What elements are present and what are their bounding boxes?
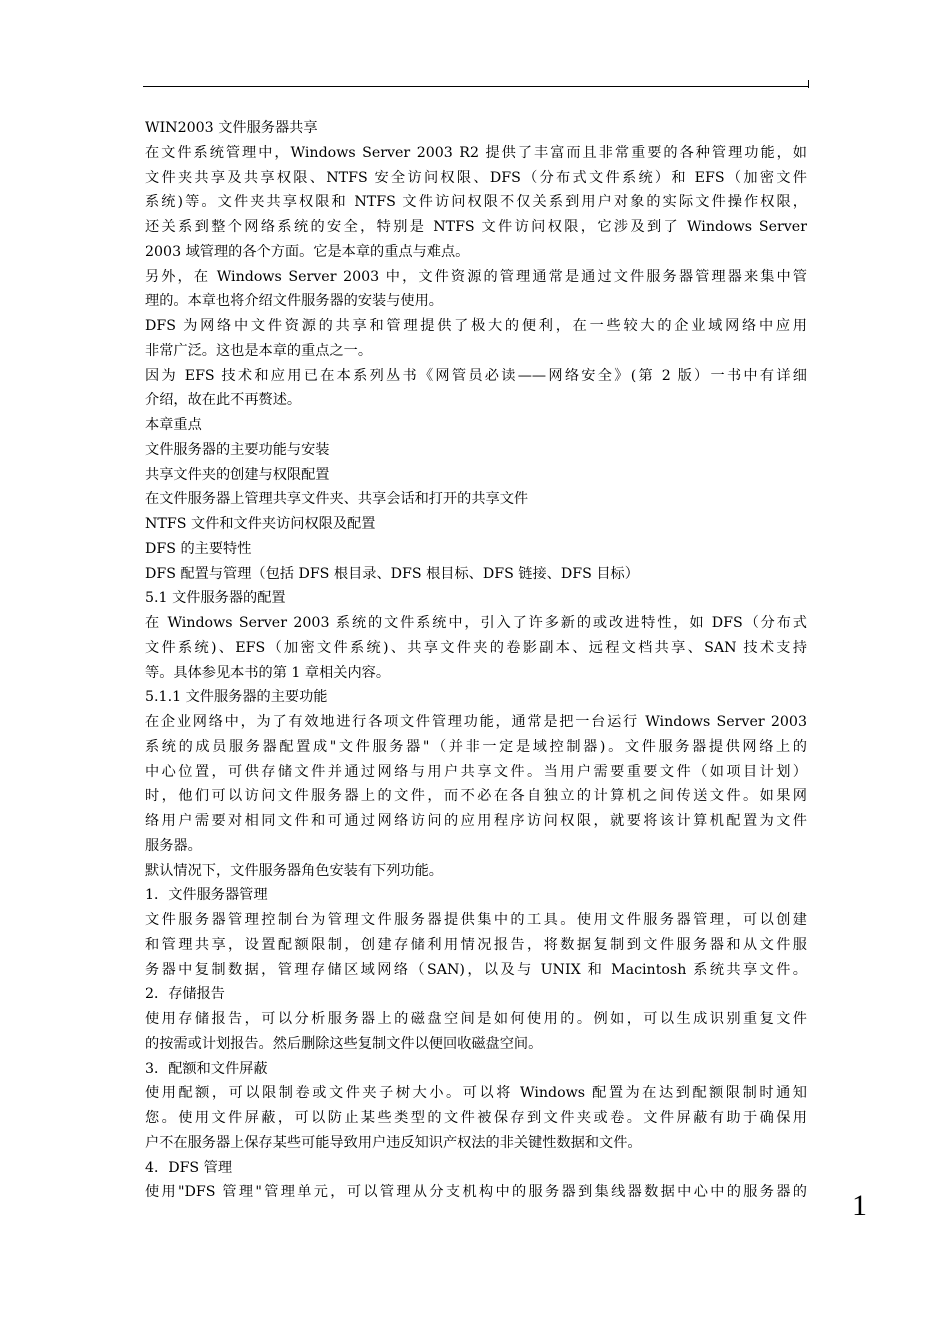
text-line: 2．存储报告 [145,986,225,1003]
text-line: 3．配额和文件屏蔽 [145,1060,268,1077]
text-line: 在文件服务器上管理共享文件夹、共享会话和打开的共享文件 [145,491,529,508]
text-line: 在企业网络中，为了有效地进行各项文件管理功能，通常是把一台运行 Windows Server 2003 [145,714,807,730]
text-line: 文件夹共享及共享权限、NTFS 安全访问权限、DFS（分布式文件系统）和 EFS（加密文件 [145,169,807,186]
text-line: 等。具体参见本书的第 1 章相关内容。 [145,664,391,681]
text-line: 本章重点 [145,417,202,433]
text-line: DFS 的主要特性 [145,540,252,557]
text-line: 您。使用文件屏蔽，可以防止某些类型的文件被保存到文件夹或卷。文件屏蔽有助于确保用 [145,1110,807,1126]
text-line: 共享文件夹的创建与权限配置 [145,466,330,483]
text-line: 还关系到整个网络系统的安全，特别是 NTFS 文件访问权限，它涉及到了 Windows Server [145,219,807,235]
text-line: 中心位置，可供存储文件并通过网络与用户共享文件。当用户需要重要文件（如项目计划） [145,763,807,780]
text-line: 和管理共享，设置配额限制，创建存储利用情况报告，将数据复制到文件服务器和从文件服 [145,936,807,953]
text-line: 络用户需要对相同文件和可通过网络访问的应用程序访问权限，就要将该计算机配置为文件 [145,813,807,829]
text-line: 服务器。 [145,837,202,854]
header-rule-tick [808,80,809,88]
text-line: 使用配额，可以限制卷或文件夹子树大小。可以将 Windows 配置为在达到配额限制时通知 [145,1085,807,1102]
text-line: 另外，在 Windows Server 2003 中，文件资源的管理通常是通过文件服务器管理器来集中管 [145,268,807,285]
text-line: 户不在服务器上保存某些可能导致用户违反知识产权法的非关键性数据和文件。 [145,1134,642,1151]
text-line: 使用"DFS 管理"管理单元，可以管理从分支机构中的服务器到集线器数据中心中的服务器的 [145,1184,807,1201]
text-line: 文件服务器管理控制台为管理文件服务器提供集中的工具。使用文件服务器管理，可以创建 [145,912,807,928]
document-title: WIN2003 文件服务器共享 [145,120,318,136]
text-line: 2003 域管理的各个方面。它是本章的重点与难点。 [145,243,470,260]
text-line: 文件服务器的主要功能与安装 [145,441,330,458]
text-line: 介绍，故在此不再赘述。 [145,392,302,409]
text-line: 5.1.1 文件服务器的主要功能 [145,689,328,706]
text-line: 4．DFS 管理 [145,1159,233,1176]
text-line: DFS 为网络中文件资源的共享和管理提供了极大的便利，在一些较大的企业域网络中应用 [145,318,807,334]
document-body [145,116,807,1205]
text-line: 1．文件服务器管理 [145,887,268,904]
text-line: 的按需或计划报告。然后删除这些复制文件以便回收磁盘空间。 [145,1035,543,1052]
header-rule [143,86,809,87]
text-line: 系统)等。文件夹共享权限和 NTFS 文件访问权限不仅关系到用户对象的实际文件操作权限， [145,194,807,211]
text-line: 理的。本章也将介绍文件服务器的安装与使用。 [145,293,443,310]
text-line: 文件系统)、EFS（加密文件系统)、共享文件夹的卷影副本、远程文档共享、SAN 技术支持 [145,639,807,656]
text-line: 因为 EFS 技术和应用已在本系列丛书《网管员必读——网络安全》(第 2 版）一书中有详细 [145,367,807,384]
text-line: 时，他们可以访问文件服务器上的文件，而不必在各自独立的计算机之间传送文件。如果网 [145,788,807,805]
text-line: 系统的成员服务器配置成"文件服务器"（并非一定是域控制器)。文件服务器提供网络上的 [145,738,807,755]
page-number: 1 [852,1189,867,1222]
text-line: 非常广泛。这也是本章的重点之一。 [145,342,373,359]
text-line: NTFS 文件和文件夹访问权限及配置 [145,516,376,532]
text-line: 使用存储报告，可以分析服务器上的磁盘空间是如何使用的。例如，可以生成识别重复文件 [145,1011,807,1027]
text-line: 在文件系统管理中，Windows Server 2003 R2 提供了丰富而且非常重要的各种管理功能，如 [145,144,807,161]
text-line: 在 Windows Server 2003 系统的文件系统中，引入了许多新的或改进特性，如 DFS（分布式 [145,615,807,631]
text-line: 默认情况下，文件服务器角色安装有下列功能。 [145,862,443,879]
text-line: 务器中复制数据，管理存储区域网络（SAN)，以及与 UNIX 和 Macintosh 系统共享文件。 [145,961,807,978]
text-line: DFS 配置与管理（包括 DFS 根目录、DFS 根目标、DFS 链接、DFS 目标） [145,565,639,582]
text-line: 5.1 文件服务器的配置 [145,590,286,607]
